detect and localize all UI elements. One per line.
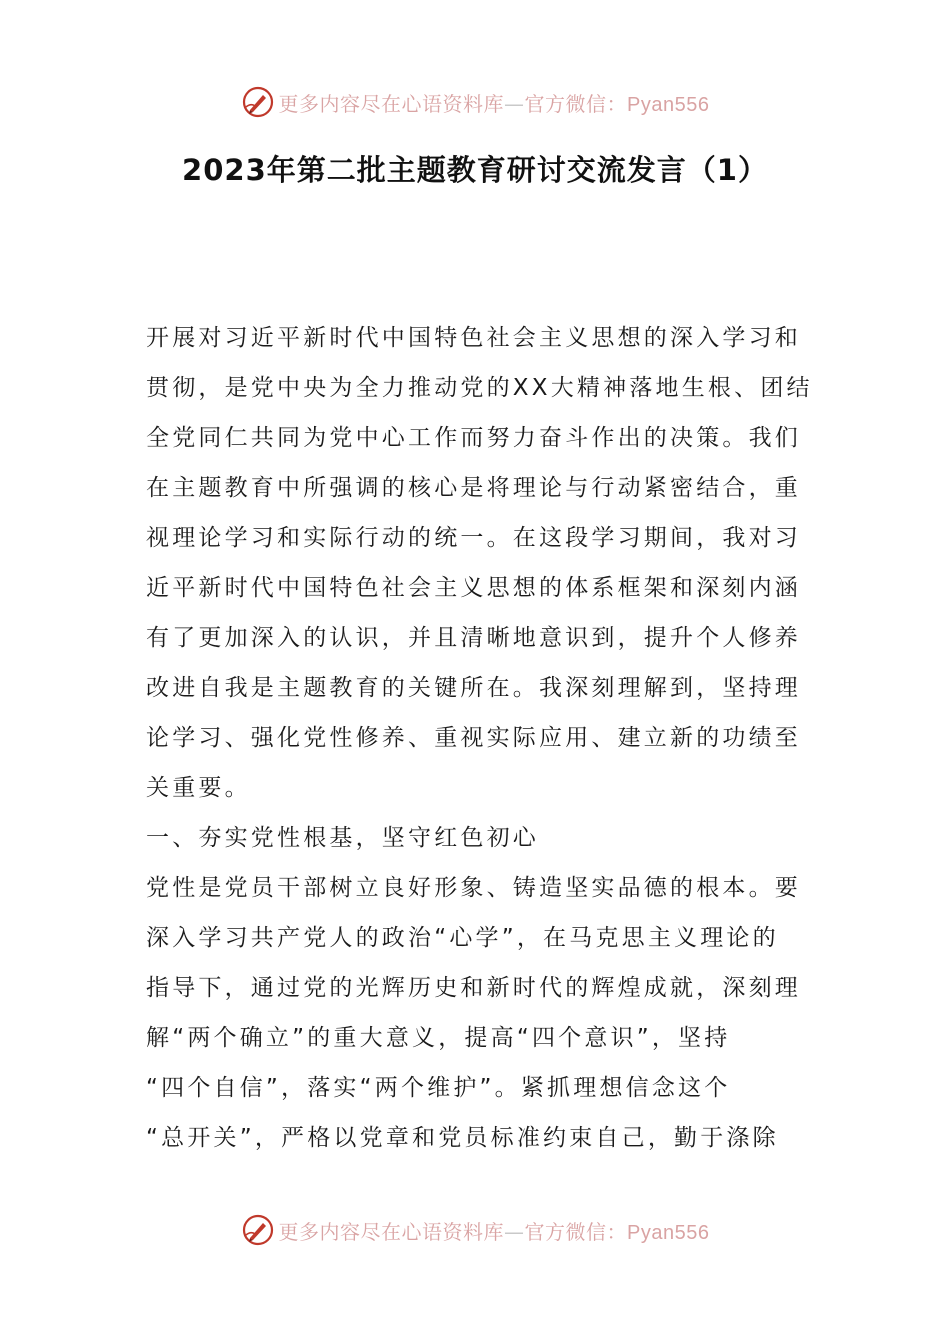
intro-paragraph: [146, 313, 813, 813]
document-body: [146, 313, 813, 1163]
banner-text: [279, 1216, 710, 1245]
footer-watermark-banner: [0, 1210, 950, 1250]
text-line: 在主题教育中所强调的核心是将理论与行动紧密结合，重: [146, 475, 801, 501]
banner-wechat-id: Pyan556: [627, 93, 710, 116]
pen-circle-logo-icon: [241, 85, 275, 119]
banner-main-text: 更多内容尽在心语资料库: [278, 91, 505, 116]
heading-line: 一、夯实党性根基，坚守红色初心: [146, 825, 539, 851]
text-line: 解“两个确立”的重大意义，提高“四个意识”，坚持: [146, 1025, 731, 1051]
banner-separator: —: [504, 1219, 525, 1244]
text-line: 贯彻，是党中央为全力推动党的XX大精神落地生根、团结: [146, 375, 813, 401]
text-line: 深入学习共产党人的政治“心学”，在马克思主义理论的: [146, 925, 779, 951]
text-line: 关重要。: [146, 775, 251, 801]
text-line: 改进自我是主题教育的关键所在。我深刻理解到，坚持理: [146, 675, 801, 701]
section-paragraph: [146, 863, 808, 1163]
pen-circle-logo-icon: [241, 1213, 275, 1247]
banner-wechat-id: Pyan556: [627, 1221, 710, 1244]
banner-wechat-label: 官方微信：: [524, 91, 628, 116]
text-line: “总开关”，严格以党章和党员标准约束自己，勤于涤除: [146, 1125, 779, 1151]
document-title: 2023年第二批主题教育研讨交流发言（1）: [182, 153, 768, 187]
text-line: 开展对习近平新时代中国特色社会主义思想的深入学习和: [146, 325, 801, 351]
text-line: 党性是党员干部树立良好形象、铸造坚实品德的根本。要: [146, 875, 801, 901]
banner-wechat-label: 官方微信：: [524, 1219, 628, 1244]
text-line: 论学习、强化党性修养、重视实际应用、建立新的功绩至: [146, 725, 801, 751]
text-line: 有了更加深入的认识，并且清晰地意识到，提升个人修养: [146, 625, 801, 651]
text-line: “四个自信”，落实“两个维护”。紧抓理想信念这个: [146, 1075, 731, 1101]
text-line: 视理论学习和实际行动的统一。在这段学习期间，我对习: [146, 525, 801, 551]
text-line: 近平新时代中国特色社会主义思想的体系框架和深刻内涵: [146, 575, 801, 601]
banner-separator: —: [504, 91, 525, 116]
header-watermark-banner: [0, 82, 950, 122]
banner-main-text: 更多内容尽在心语资料库: [278, 1219, 505, 1244]
banner-text: [279, 88, 710, 117]
section-heading: [146, 813, 808, 863]
text-line: 全党同仁共同为党中心工作而努力奋斗作出的决策。我们: [146, 425, 801, 451]
text-line: 指导下，通过党的光辉历史和新时代的辉煌成就，深刻理: [146, 975, 801, 1001]
